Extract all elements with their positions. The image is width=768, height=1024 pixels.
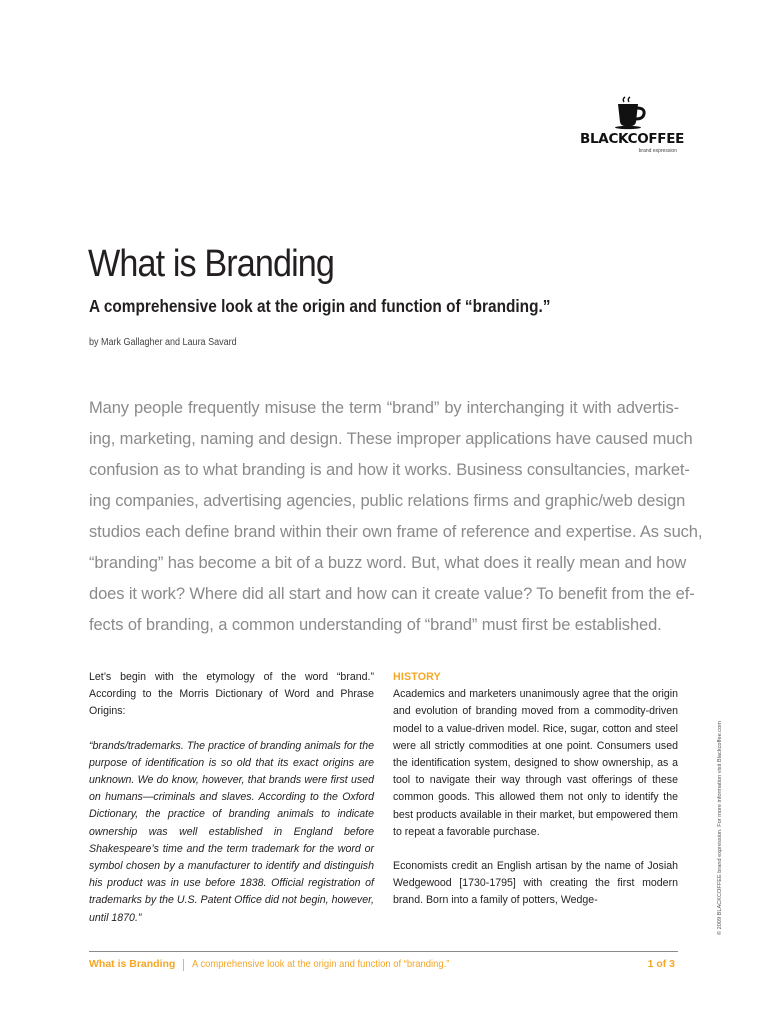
page-subtitle: A comprehensive look at the origin and function of “branding.” — [89, 296, 551, 316]
paragraph-spacer — [393, 841, 678, 858]
coffee-cup-icon — [612, 96, 652, 130]
intro-line: does it work? Where did all start and how can it create value? To benefit from the ef- — [89, 585, 695, 603]
intro-line: Many people frequently misuse the term “brand” by interchanging it with advertis- — [89, 399, 679, 417]
byline: by Mark Gallagher and Laura Savard — [89, 337, 237, 348]
page-number: 1 of 3 — [647, 958, 675, 970]
intro-line: fects of branding, a common understanding of “brand” must first be established. — [89, 616, 662, 634]
logo-wordmark: BLACKCOFFEE — [580, 131, 685, 147]
intro-line: ing companies, advertising agencies, public relations firms and graphic/web design — [89, 492, 686, 510]
logo-tagline: brand expression — [638, 148, 677, 154]
wedgewood-paragraph: Economists credit an English artisan by the name of Josiah Wedgewood [1730-1795] with creating the first modern brand. Born into a family of potters, Wedge- — [393, 860, 678, 907]
footer-divider — [89, 951, 678, 952]
left-column — [89, 669, 374, 927]
intro-line: confusion as to what branding is and how it works. Business consultancies, market- — [89, 461, 690, 479]
footer-title: What is Branding — [89, 958, 176, 970]
intro-paragraph — [89, 393, 703, 641]
etymology-paragraph: Let’s begin with the etymology of the word “brand.” According to the Morris Dictionary of Word and Phrase Origins: — [89, 671, 374, 718]
brand-logo — [580, 96, 685, 158]
right-column — [393, 669, 678, 910]
footer-separator — [183, 959, 184, 971]
intro-line: studios each define brand within their own frame of reference and expertise. As such, — [89, 523, 703, 541]
copyright-note: © 2009 BLACKCOFFEE brand expression. For more information visit Blackcoffee.com — [717, 721, 723, 935]
intro-line: ing, marketing, naming and design. These improper applications have caused much — [89, 430, 693, 448]
page-title: What is Branding — [88, 243, 335, 285]
history-paragraph: Academics and marketers unanimously agree that the origin and evolution of branding moved from a commodity-driven model to a value-driven model. Rice, sugar, cotton and steel were all strictly commodities at one point. Consumers used the identification system, designed to show ownership, as a tool to navigate their way through vast offerings of these common goods. This allowed them not only to identify the best products available in their market, but empowered them to repeat a favorable purchase. — [393, 688, 678, 838]
intro-line: “branding” has become a bit of a buzz word. But, what does it really mean and how — [89, 554, 687, 572]
dictionary-quote: “brands/trademarks. The practice of branding animals for the purpose of identification is so old that its exact origins are unknown. We do know, however, that brands were first used on humans—criminals and slaves. According to the Oxford Dictionary, the practice of branding animals to indicate ownership was well established in England before Shakespeare’s time and the term trademark for the word or symbol chosen by a manufacturer to identify and distinguish his product was in use before 1838. Official registration of trademarks by the U.S. Patent Office did not begin, however, until 1870.” — [89, 739, 374, 924]
footer-subtitle: A comprehensive look at the origin and function of “branding.” — [192, 958, 450, 970]
page-footer — [89, 958, 678, 974]
history-heading: HISTORY — [393, 671, 441, 683]
